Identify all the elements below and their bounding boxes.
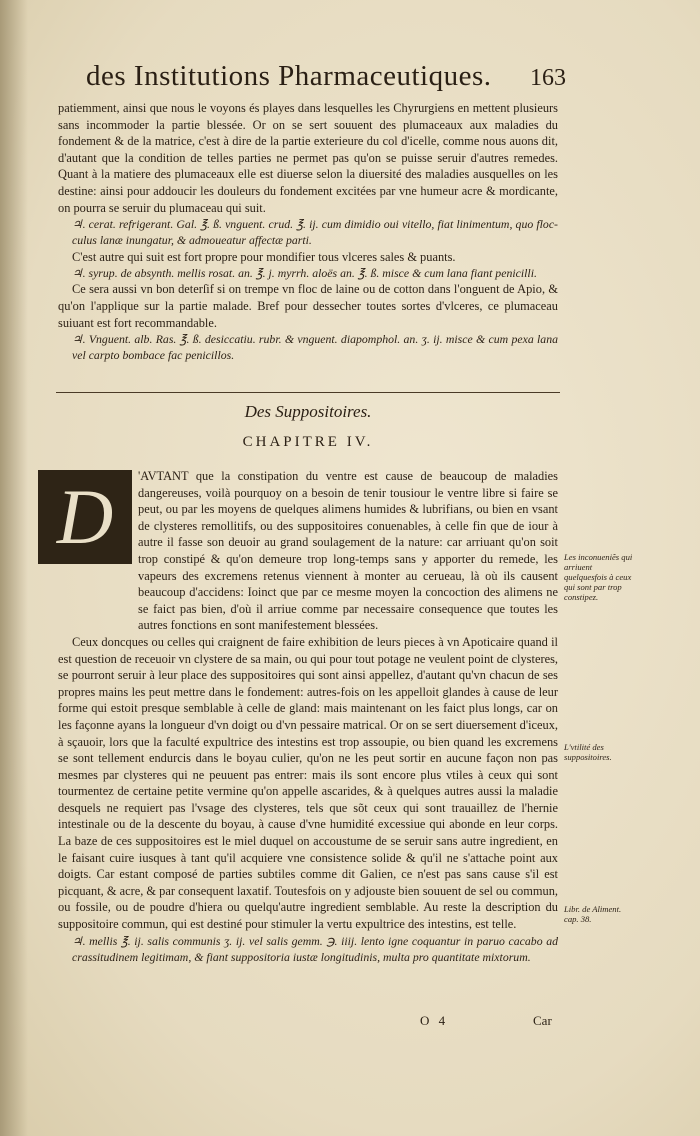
signature-mark: O 4 [420, 1013, 449, 1028]
margin-note: L'vtilité des suppositoires. [564, 742, 612, 762]
page-header [86, 60, 566, 93]
margin-note: Les inconueniẽs qui arriuent quelquesfois à ceux qui sont par trop constipez. [564, 552, 633, 602]
paragraph-first [58, 468, 558, 634]
margin-note: Libr. de Aliment. cap. 38. [564, 904, 622, 924]
initial-letter: D [56, 473, 114, 560]
section-divider [56, 392, 560, 393]
recipe: ♃. syrup. de absynth. mellis rosat. an. ℥. j. myrrh. aloës an. ℥. ß. misce & cum lana fiant penicilli. [72, 266, 537, 281]
running-title: des Institutions Pharmaceutiques. [86, 60, 492, 92]
gutter-shadow [0, 0, 28, 1136]
chapter-text-block [58, 468, 558, 965]
recipe: ♃. cerat. refrigerant. Gal. ℥. ß. vnguent. crud. ℥. ij. cum dimidio oui vitello, fiat linimentum, quo floc- culus lanæ inungatur, & admoueatur affectæ parti. [72, 217, 558, 248]
paragraph: patiemment, ainsi que nous le voyons és playes dans lesquelles les Chyrurgiens en mettent plusieurs sans incommoder la partie blessée. Or on se sert souuent des plumaceaux aux maladies du fondement & de la matrice, c'est à dire de la partie exterieure du col d'icelle, comme nous auons dit, d'autant que la condition de telles parties ne permet pas qu'on se puisse seruir d'autres remedes. Quant à la matiere des plumaceaux elle est diuerse selon la diuersité des maladies ausquelles on les destine: ainsi pour addoucir les douleurs du fondement excitées par vne humeur acre & mordicante, on pourra se seruir du plumaceau qui suit. [58, 101, 558, 215]
section-title: Des Suppositoires. [244, 402, 372, 421]
paragraph: Ce sera aussi vn bon deterſif si on trempe vn floc de laine ou de cotton dans l'onguent de Apio, & qu'on l'applique sur la partie malade. Bref pour dessecher toutes sortes d'vlceres, ce plumaceau suiuant est fort recommandable. [58, 282, 558, 330]
paragraph-first-text: 'AVTANT que la constipation du ventre est cause de beaucoup de maladies dangereuses, voilà pourquoy on a besoin de tenir tousiour le ventre libre si faire se peut, ou par les moyens de quelques alimens humides & lubrifians, ou bien en vsant de clysteres remollitifs, ou des suppositoires conuenables, à celle fin que de iour à autre il fasse son deuoir au grand soulagement de la nature: car arriuant qu'on soit trop constipé & qu'on demeure trop long-temps sans y apporter du remede, les vapeurs des excremens retenus viennent à monter au cerueau, là où ils causent beaucoup d'accidens: Ioinct que par ce mesme moyen la concoction des alimens ne se faict pas bien, d'où il arriue comme par necessaire consequence que toutes les autres fonctions en sont manifestement blessées. [138, 469, 558, 633]
chapter-title: CHAPITRE IV. [242, 434, 374, 450]
page-number: 163 [530, 65, 566, 91]
paragraph: C'est autre qui suit est fort propre pour mondifier tous vlceres sales & puants. [72, 249, 456, 264]
recipe: ♃. Vnguent. alb. Ras. ℥. ß. desiccatiu. rubr. & vnguent. diapomphol. an. ʒ. ij. misce & cum pexa lana vel carpto bombace fac penicillos. [72, 332, 558, 363]
recipe: ♃. mellis ℥. ij. salis communis ʒ. ij. vel salis gemm. ℈. iiij. lento igne coquantur in paruo cacabo ad crassitudinem legitimam, & fiant suppositoria iustæ longitudinis, multa pro quantitate mixtorum. [72, 933, 558, 964]
paragraph: Ceux doncques ou celles qui craignent de faire exhibition de leurs pieces à vn Apoticaire quand il est question de receuoir vn clystere de sa main, ou qui pour tout potage ne veulent point de clysteres, se pourront seruir à leur place des suppositoires qui sont ainsi appellez, d'autant qu'vn chacun de ses propres mains les peut mettre dans le fondement: autres-fois on les appelloit glandes à cause de leur forme qui estoit presque semblable à celle de gland: mais maintenant on les faict plus longs, car on les façonne ayans la longueur d'vn doigt ou d'vn pessaire matrical. Or on se sert diuersement d'iceux, à sçauoir, lors que la faculté expultrice des intestins est trop assoupie, ou bien quand les excremens se sont tellement endurcis dans le boyau culier, qu'on ne les peut sortir en aucune façon non pas mesmes par clysteres qui ne peuuent pas entrer: mais ils sont encore plus vtiles à ceux qui sont tourmentez de certaine petite vermine qu'on appelle ascarides, & à quelques autres aussi la maladie desquels ne requiert pas l'vsage des clysteres, tels que sõt ceux qui sont trauaillez de l'hernie intestinale ou de la descente du boyau, à cause d'vne humidité excessiue qui abonde en leur corps. La baze de ces suppositoires est le miel duquel on accoustume de se seruir sans autre ingredient, en le faisant cuire iusques à tant qu'il acquiere vne consistence solide & qu'il ne s'attache point aux doigts. Car estant composé de parties subtiles comme dit Galien, ce n'est pas sans cause s'il est picquant, & acre, & par consequent laxatif. Toutesfois on y adjouste bien souuent de sel ou commun, ou fossile, ou de poudre d'hiera ou quelqu'autre ingredient semblable. Au reste la description du suppositoire commun, qui est destiné pour stimuler la vertu expultrice des intestins, est telle. [58, 634, 558, 932]
top-text-block [58, 100, 558, 364]
catchword: Car [533, 1013, 552, 1028]
